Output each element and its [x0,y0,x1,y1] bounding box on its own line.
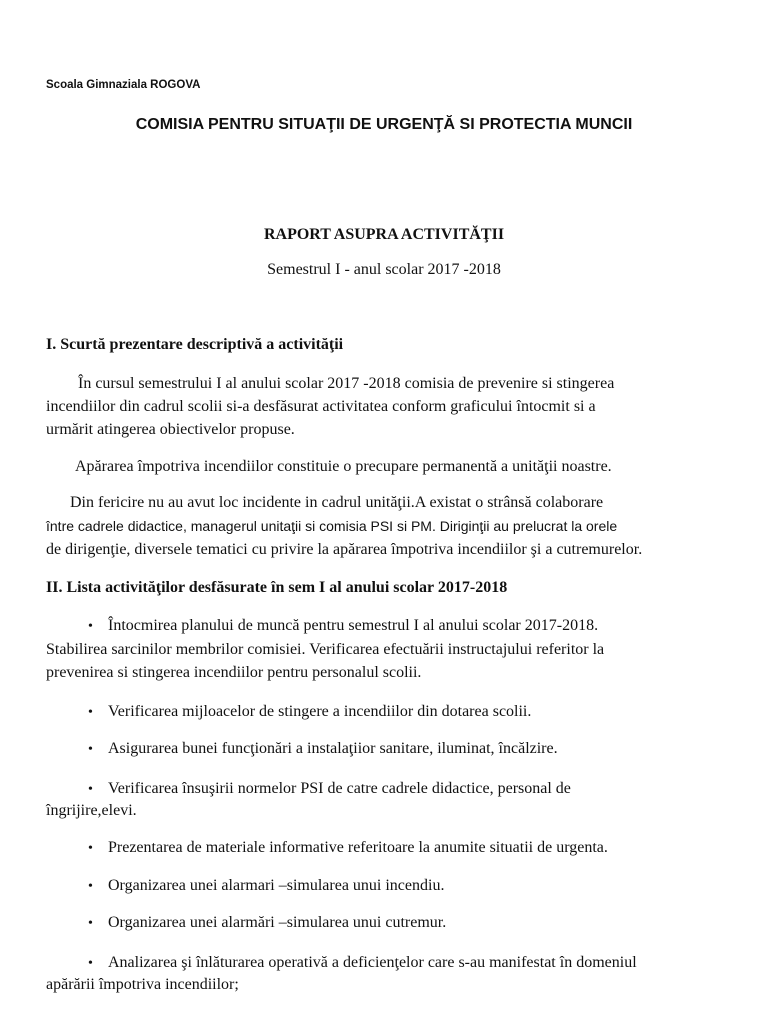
list-item: Analizarea şi înlăturarea operativă a deficienţelor care s-au manifestat în domeniul [108,954,637,971]
bullet-icon: • [88,956,93,971]
paragraph-line: incendiilor din cadrul scolii si-a desfăsurat activitatea conform graficului întocmit si a [46,398,596,415]
list-item: Organizarea unei alarmari –simularea unui incendiu. [108,877,445,894]
paragraph-line: În cursul semestrului I al anului scolar 2017 -2018 comisia de prevenire si stingerea [78,375,615,392]
school-name: Scoala Gimnaziala ROGOVA [46,79,201,91]
list-item: Verificarea mijloacelor de stingere a incendiilor din dotarea scolii. [108,703,532,720]
section-1-heading: I. Scurtă prezentare descriptivă a activităţii [46,336,344,353]
paragraph-line: de dirigenţie, diversele tematici cu privire la apărarea împotriva incendiilor şi a cutremurelor. [46,541,643,558]
list-item: Organizarea unei alarmări –simularea unui cutremur. [108,914,447,931]
list-item: Stabilirea sarcinilor membrilor comisiei. Verificarea efectuării instructajului referitor la [46,641,605,658]
list-item: prevenirea si stingerea incendiilor pentru personalul scolii. [46,664,422,681]
bullet-icon: • [88,782,93,797]
bullet-icon: • [88,841,93,856]
bullet-icon: • [88,879,93,894]
list-item: Prezentarea de materiale informative referitoare la anumite situatii de urgenta. [108,839,608,856]
paragraph-line: Apărarea împotriva incendiilor constituie o precupare permanentă a unităţii noastre. [75,458,612,475]
bullet-icon: • [88,705,93,720]
list-item: îngrijire,elevi. [46,802,137,819]
paragraph-line: Din fericire nu au avut loc incidente in cadrul unităţii.A existat o strânsă colaborare [70,494,604,511]
list-item: Verificarea însuşirii normelor PSI de catre cadrele didactice, personal de [108,780,571,797]
bullet-icon: • [88,619,93,634]
list-item: Întocmirea planului de muncă pentru semestrul I al anului scolar 2017-2018. [108,617,599,634]
list-item: apărării împotriva incendiilor; [46,976,239,993]
report-title: RAPORT ASUPRA ACTIVITĂŢII [263,226,505,243]
bullet-icon: • [88,916,93,931]
report-subtitle: Semestrul I - anul scolar 2017 -2018 [267,261,501,278]
paragraph-line: între cadrele didactice, managerul unitaţii si comisia PSI si PM. Diriginţii au prelucrat la orele [46,518,618,534]
section-2-heading: II. Lista activităţilor desfăsurate în sem I al anului scolar 2017-2018 [46,579,508,596]
paragraph-line: urmărit atingerea obiectivelor propuse. [46,421,295,438]
bullet-icon: • [88,742,93,757]
list-item: Asigurarea bunei funcţionări a instalaţiior sanitare, iluminat, încălzire. [108,740,558,757]
commission-title: COMISIA PENTRU SITUAŢII DE URGENŢĂ SI PROTECTIA MUNCII [135,116,633,133]
